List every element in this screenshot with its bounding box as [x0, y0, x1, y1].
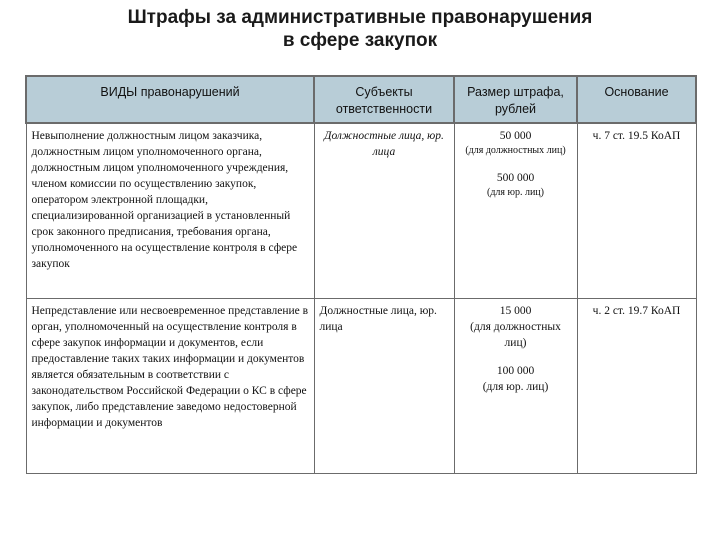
header-basis: Основание [577, 76, 696, 123]
cell-fine [454, 123, 577, 299]
fines-table [25, 75, 697, 474]
fine-legal-note: (для юр. лиц) [486, 187, 544, 198]
cell-basis: ч. 7 ст. 19.5 КоАП [577, 123, 696, 299]
title-line-2: в сфере закупок [282, 30, 438, 51]
cell-subjects: Должностные лица, юр. лица [314, 123, 454, 299]
cell-violation: Непредставление или несвоевременное представление в орган, уполномоченный на осуществление контроля в сфере закупок информации и документов, если предоставление таких таких информации и документов является обязательным в соответствии с законодательством Российской Федерации о КС в сфере закупок, либо представление заведомо недостоверной информации и документов [26, 299, 314, 474]
header-fine-amount: Размер штрафа, рублей [454, 76, 577, 123]
cell-violation: Невыполнение должностным лицом заказчика, должностным лицом уполномоченного органа, должностным лицом уполномоченного учреждения, членом комиссии по осуществлению закупок, оператором электронной площадки, специализированной организацией в установленный срок законного предписания, требования органа, уполномоченного на осуществление контроля в сфере закупок [26, 123, 314, 299]
cell-subjects: Должностные лица, юр. лица [314, 299, 454, 474]
fine-legal-amount: 500 000 [496, 172, 535, 184]
title-line-1: Штрафы за административные правонарушения [127, 7, 593, 28]
cell-basis: ч. 2 ст. 19.7 КоАП [577, 299, 696, 474]
table-row [26, 123, 696, 299]
table-row [26, 299, 696, 474]
fine-legal-note: (для юр. лиц) [482, 381, 549, 393]
cell-fine [454, 299, 577, 474]
fine-officials-note: (для должностных лиц) [465, 145, 566, 156]
fine-legal-amount: 100 000 [496, 365, 535, 377]
fine-officials-amount: 15 000 [499, 305, 532, 317]
header-subjects: Субъекты ответственности [314, 76, 454, 123]
table-header-row [26, 76, 696, 123]
page-title [0, 6, 720, 52]
fine-officials-amount: 50 000 [499, 130, 532, 142]
fine-officials-note: (для должностных лиц) [470, 321, 561, 349]
header-violation-types: ВИДЫ правонарушений [26, 76, 314, 123]
